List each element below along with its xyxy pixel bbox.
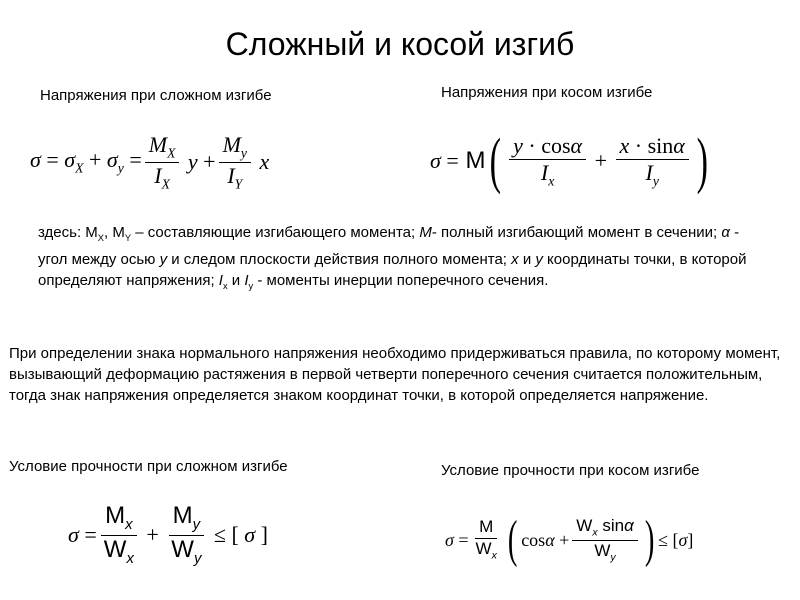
page-title: Сложный и косой изгиб	[225, 26, 575, 62]
heading-complex-strength: Условие прочности при сложном изгибе	[9, 458, 288, 475]
formula-complex-strength: σ = $\frac{M_x}{W_x}$ + $\frac{M_y}{W_y}$ ≤ [ σ ]	[68, 502, 268, 567]
heading-complex-stress: Напряжения при сложном изгибе	[40, 87, 272, 104]
formula-oblique-strength: σ = $\frac{M}{W_x}$ ( cosα + $\frac{W_x \sin\alpha}{W_y}$ ) ≤ [σ]	[445, 511, 694, 568]
formula-oblique-stress: σ = M ( $\frac{y \cdot \cos\alpha}{I_x}$ + $\frac{x \cdot \sin\alpha}{I_y}$ )	[430, 127, 708, 195]
heading-oblique-stress: Напряжения при косом изгибе	[441, 84, 653, 101]
formula-complex-stress: $\sigma = \sigma_X + \sigma_y$ = $\frac{M_X}{I_X}$ y + $\frac{M_y}{I_Y}$ x	[30, 132, 270, 191]
sign-rule-text: При определении знака нормального напряжения необходимо придерживаться правила, по которому момент, вызывающий деформацию растяжения в первой четверти поперечного сечения считается положительным, тогда знак напряжения определяется знаком координат точки, в которой определяется напряжение.	[9, 345, 781, 404]
description-text: здесь: $M_X$, $M_Y$ – составляющие изгибающего момента; M- полный изгибающий момент в сечении; α - угол между осью y и следом плоскости действия полного момента; x и y координаты точки, в которой определяют напряжения; $I_x$ и $I_y$ - моменты инерции поперечного сечения.	[38, 224, 747, 291]
heading-oblique-strength: Условие прочности при косом изгибе	[441, 462, 700, 479]
